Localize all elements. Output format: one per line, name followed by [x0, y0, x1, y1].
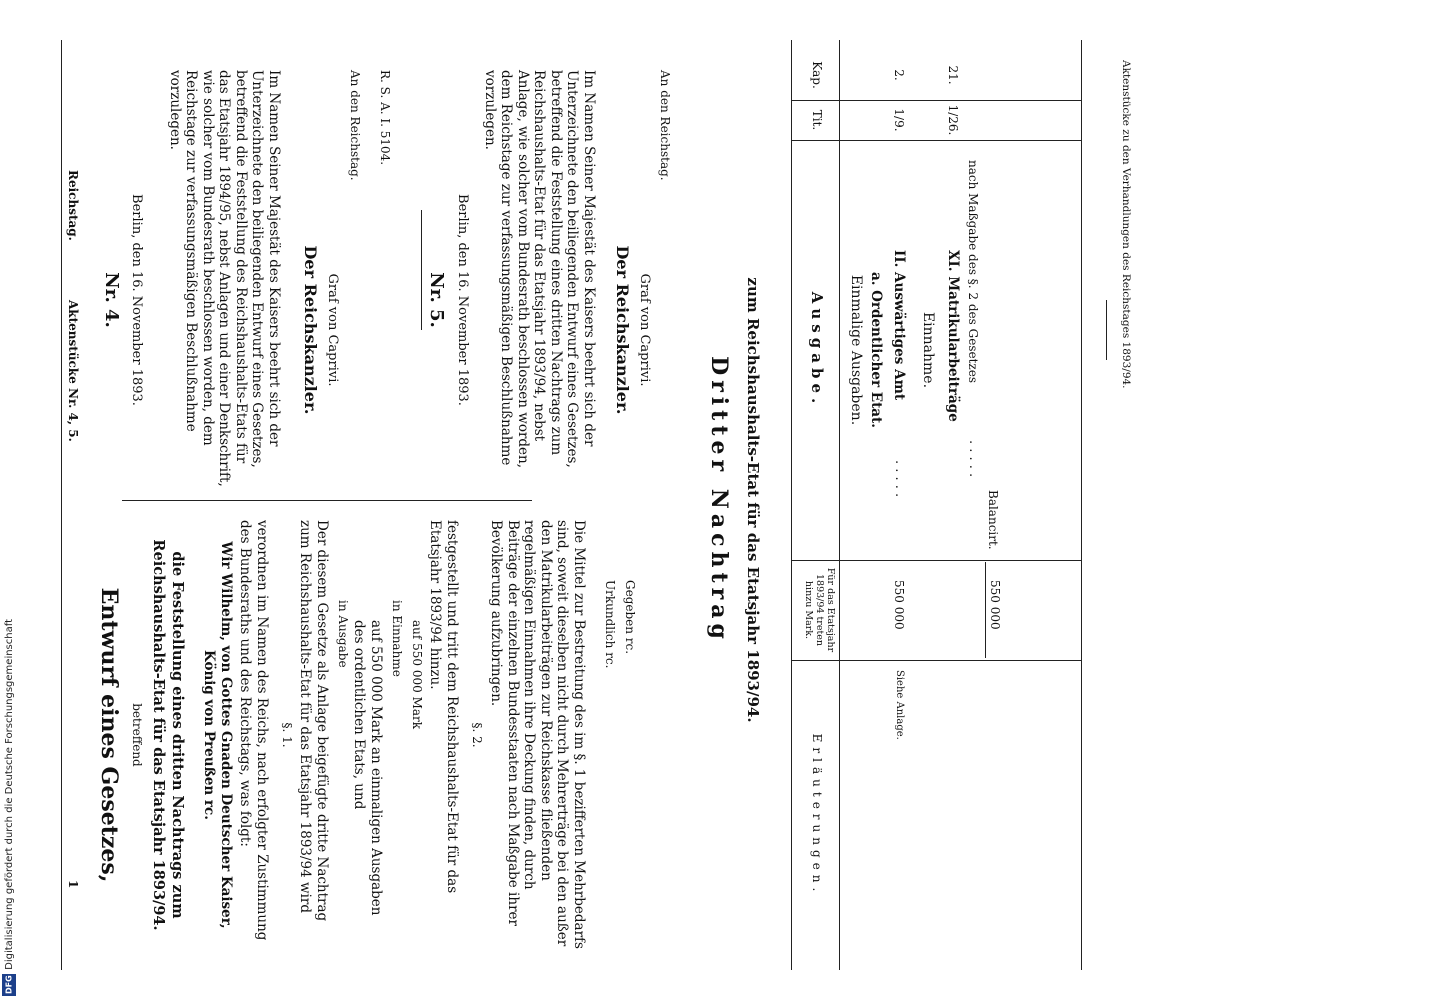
row1-tit: 1/9.	[892, 108, 906, 132]
law-section-1-text: Der diesem Gesetze als Anlage beigefügte dritte Nachtrag zum Reichshaushalts-Etat für das Etatsjahr 1893/94 wird	[297, 520, 330, 922]
law-section-1-b: auf 550 000 Mark an einmaligen Ausgaben des ordentlichen Etats, und	[351, 620, 384, 916]
row1-label: II. Auswärtiges Amt	[891, 250, 907, 401]
law-preamble-1: Wir Wilhelm, von Gottes Gnaden Deutscher Kaiser, König von Preußen rc.	[201, 541, 234, 929]
section-ordentlicher: a. Ordentlicher Etat.	[868, 271, 884, 428]
footer-text: Aktenstücke zu den Verhandlungen des Reichstages 1893/94.	[1120, 60, 1132, 389]
law-subtitle: betreffend	[130, 703, 144, 767]
row2-kap: 21.	[946, 65, 960, 85]
nr4-title: Nr. 4.	[101, 272, 122, 328]
section-einmalige: Einmalige Ausgaben.	[848, 274, 864, 426]
row2-sub2: Balancirt.	[986, 490, 1000, 550]
law-section-1-c: in Einnahme	[390, 600, 404, 677]
dfg-logo: DFG	[2, 974, 16, 996]
table-header-rule	[839, 40, 840, 970]
col-ausgabe: Ausgabe.	[808, 291, 826, 409]
nr5-body: Im Namen Seiner Majestät des Kaisers beehrt sich der Unterzeichnete den beiliegenden Entwurf eines Gesetzes, betreffend die Feststellung eines dritten Nachtrags zum Reichshaushalts-Etat für das Etatsjahr 1893/94, nebst Anlage, wie solcher vom Bundesrath beschlossen worden, dem Reichstage zur verfassungsmäßigen Beschlußnahme vorzulegen.	[482, 70, 597, 469]
nr5-addressee: An den Reichstag.	[658, 70, 672, 181]
row1-note: Siehe Anlage.	[894, 670, 905, 740]
nr4-signature-name: Graf von Caprivi.	[325, 273, 340, 387]
nachtrag-subtitle: zum Reichshaushalts-Etat für das Etatsjahr 1893/94.	[744, 277, 762, 723]
row2-dots: . . . . .	[966, 440, 981, 478]
row2-amount: 550 000	[988, 580, 1002, 630]
nr5-signature-name: Graf von Caprivi.	[637, 273, 652, 387]
row1-kap: 2.	[892, 69, 906, 81]
separator	[421, 210, 422, 330]
nr4-body: Im Namen Seiner Majestät des Kaisers beehrt sich der Unterzeichnete den beiliegenden Entwurf eines Gesetzes, betreffend die Feststellung des Reichshaushalts-Etats für das Etatsjahr 1894/95, nebst Anlagen und einer Denkschrift, wie solcher vom Bundesrath beschlossen worden, dem Reichstage zur verfassungsmäßigen Beschlußnahme vorzulegen.	[167, 70, 282, 487]
nr4-date: Berlin, den 16. November 1893.	[129, 194, 144, 406]
nr4-ref: R. S. A. I. 5104.	[378, 70, 392, 166]
column-divider	[122, 500, 532, 501]
law-preamble-2: verordnen im Namen des Reichs, nach erfolgter Zustimmung des Bundesraths und des Reichstags, was folgt:	[237, 520, 270, 941]
law-subject: die Feststellung eines dritten Nachtrags zum Reichshaushalts-Etat für das Etatsjahr 1893/94.	[150, 539, 186, 931]
col-kap: Kap.	[810, 61, 824, 89]
law-section-1-head: §. 1.	[280, 722, 294, 748]
law-closing-2: Gegeben rc.	[623, 580, 637, 655]
col-amount: Für das Etatsjahr 1893/94 treten hinzu Mark.	[803, 567, 836, 653]
table-bottom-rule	[1081, 40, 1082, 970]
row2-label: XI. Matrikularbeiträge	[945, 250, 961, 422]
header-left: Reichstag.	[66, 170, 80, 241]
row2-tit: 1/26.	[946, 104, 960, 136]
footer-rule	[1106, 300, 1107, 360]
nr5-title: Nr. 5.	[426, 272, 447, 328]
row1-dots: . . . . .	[892, 460, 907, 498]
nachtrag-title: Dritter Nachtrag	[706, 356, 732, 644]
row2-amount-rule	[985, 562, 986, 658]
law-section-2-text: Die Mittel zur Bestreitung des im §. 1 bezifferten Mehrbedarfs sind, soweit dieselben nicht durch Mehrerträge bei den außer den Matrikularbeiträgen zur Reichskasse fließenden regelmäßigen Einnahmen ihre Deckung finden, durch Beiträge der einzelnen Bundesstaaten nach Maßgabe ihrer Bevölkerung aufzubringen.	[488, 520, 587, 949]
law-section-1-d: auf 550 000 Mark	[410, 620, 424, 730]
law-closing-1: Urkundlich rc.	[603, 580, 617, 669]
funding-sidebar	[0, 0, 18, 1000]
col-tit: Tit.	[810, 109, 824, 131]
law-section-1-a: in Ausgabe	[336, 600, 350, 668]
row2-sub: nach Maßgabe des §. 2 des Gesetzes	[966, 160, 980, 383]
nr5-signature-title: Der Reichskanzler.	[613, 245, 632, 415]
nr4-addressee: An den Reichstag.	[348, 70, 362, 181]
col-div-1	[792, 100, 1082, 101]
law-title: Entwurf eines Gesetzes,	[96, 587, 122, 883]
col-div-3	[792, 560, 1082, 561]
col-div-4	[792, 660, 1082, 661]
header-center: Aktenstücke Nr. 4, 5.	[66, 300, 80, 442]
law-section-1-end: festgestellt und tritt dem Reichshaushalts-Etat für das Etatsjahr 1893/94 hinzu.	[427, 520, 460, 894]
nr5-date: Berlin, den 16. November 1893.	[455, 194, 470, 406]
col-div-2	[792, 140, 1082, 141]
table-top-rule	[791, 40, 792, 970]
col-notes: Erläuterungen.	[810, 733, 824, 897]
header-rule	[61, 40, 62, 970]
section-einnahme: Einnahme.	[920, 311, 936, 389]
funding-text: Digitalisierung gefördert durch die Deutsche Forschungsgemeinschaft	[4, 619, 15, 970]
nr4-signature-title: Der Reichskanzler.	[301, 245, 320, 415]
row1-amount: 550 000	[892, 580, 906, 630]
page-number: 1	[66, 880, 80, 889]
law-section-2-head: §. 2.	[470, 722, 484, 748]
